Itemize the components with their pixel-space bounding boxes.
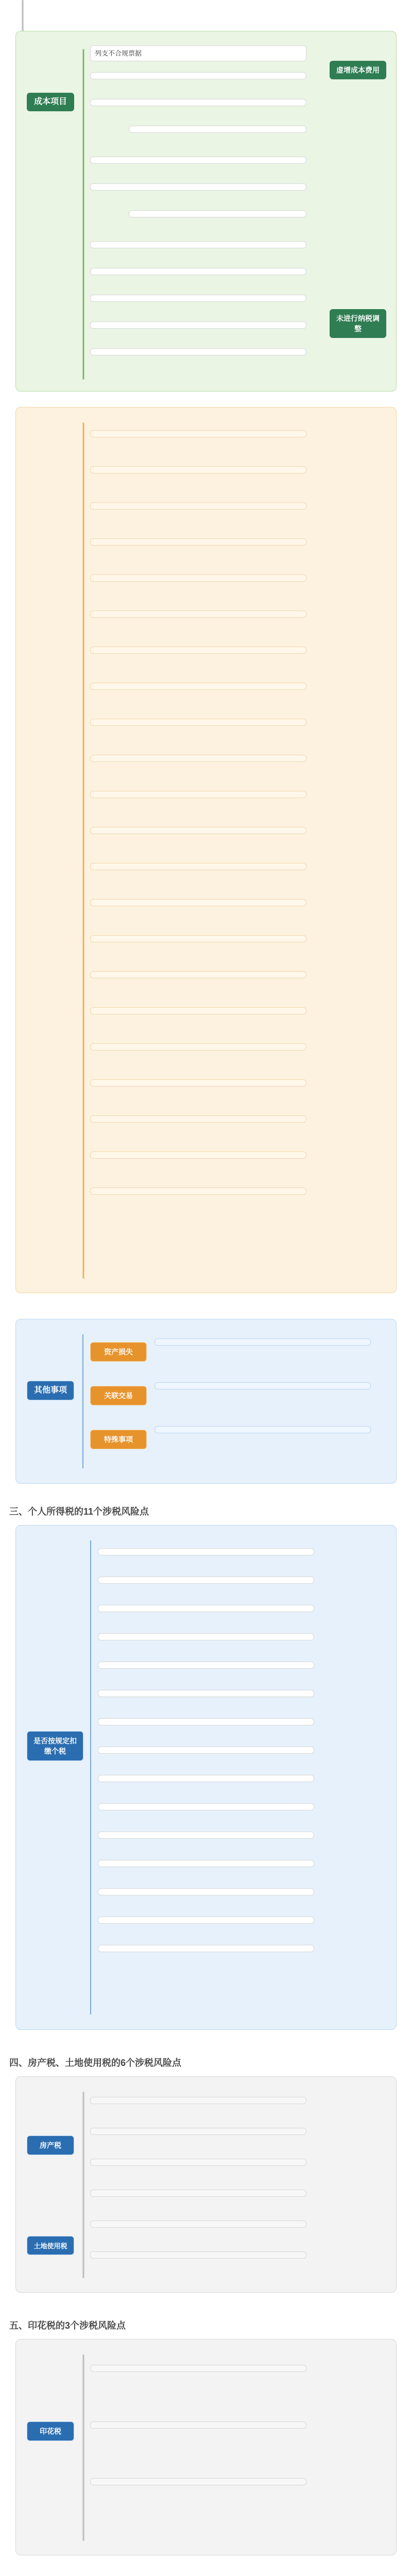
cost-item (90, 157, 306, 164)
section-4-trunk (90, 1540, 91, 2014)
cost-item (90, 241, 306, 248)
top-connector (22, 0, 24, 32)
s4-item (98, 1945, 314, 1952)
s2-item (90, 611, 306, 618)
s6-item (90, 2365, 306, 2372)
s5-label-land: 土地使用税 (27, 2236, 74, 2255)
s6-item (90, 2478, 306, 2485)
other-label-special: 特殊事项 (90, 1430, 147, 1449)
cost-badge-1: 虚增成本费用 (330, 61, 386, 79)
s5-label-property: 房产税 (27, 2136, 74, 2155)
s2-item (90, 863, 306, 870)
section-4-title: 三、个人所得税的11个涉税风险点 (9, 1506, 149, 1517)
cost-item (90, 268, 306, 275)
s4-item (98, 1605, 314, 1612)
s2-item (90, 1043, 306, 1050)
cost-item (90, 99, 306, 106)
section-4-left-label: 是否按规定扣缴个税 (27, 1731, 83, 1761)
cost-badge-2: 未进行纳税调整 (330, 309, 386, 338)
s5-item (90, 2221, 306, 2228)
s2-item (90, 1188, 306, 1195)
s4-item (98, 1577, 314, 1584)
s4-item (98, 1888, 314, 1895)
cost-item (90, 295, 306, 302)
other-label-loss: 资产损失 (90, 1342, 147, 1362)
s2-item (90, 1115, 306, 1123)
cost-item (90, 348, 306, 355)
s4-item (98, 1548, 314, 1555)
s2-item (90, 1151, 306, 1159)
s2-item (90, 791, 306, 798)
s2-item (90, 899, 306, 906)
section-6-title: 五、印花税的3个涉税风险点 (9, 2320, 126, 2331)
s4-item (98, 1718, 314, 1725)
s4-item (98, 1633, 314, 1640)
s2-item (90, 683, 306, 690)
section-5-title: 四、房产税、土地使用税的6个涉税风险点 (9, 2058, 182, 2068)
s4-item (98, 1803, 314, 1810)
s2-item (90, 719, 306, 726)
other-item (154, 1382, 371, 1389)
s4-item (98, 1860, 314, 1867)
s2-item (90, 827, 306, 834)
s2-item (90, 502, 306, 510)
cost-trunk (82, 49, 84, 380)
s2-item (90, 574, 306, 582)
s5-item (90, 2190, 306, 2197)
s4-item (98, 1747, 314, 1754)
section-other-trunk (82, 1334, 83, 1468)
section-5-panel (15, 2076, 397, 2293)
cost-item (90, 321, 306, 329)
cost-item (129, 126, 306, 133)
s2-item (90, 971, 306, 978)
cost-item (90, 72, 306, 79)
s5-item (90, 2159, 306, 2166)
s2-item (90, 755, 306, 762)
cost-item (90, 183, 306, 191)
cost-item: 列支不合规票据 (90, 45, 306, 61)
section-cost-title: 成本项目 (27, 93, 74, 111)
s2-item (90, 1007, 306, 1014)
other-label-related: 关联交易 (90, 1386, 147, 1405)
s2-item (90, 466, 306, 473)
section-2-trunk (82, 422, 84, 1279)
s4-item (98, 1832, 314, 1839)
s5-item (90, 2128, 306, 2135)
s4-item (98, 1775, 314, 1782)
s4-item (98, 1662, 314, 1669)
s2-item (90, 935, 306, 942)
s5-item (90, 2251, 306, 2259)
other-item (154, 1338, 371, 1346)
s5-item (90, 2097, 306, 2104)
s6-label: 印花税 (27, 2421, 74, 2441)
s2-item (90, 647, 306, 654)
section-other-title: 其他事项 (27, 1381, 74, 1400)
section-6-trunk (82, 2354, 84, 2541)
section-5-trunk (82, 2092, 84, 2278)
s4-item (98, 1690, 314, 1697)
s6-item (90, 2421, 306, 2429)
cost-item (129, 210, 306, 217)
s2-item (90, 1079, 306, 1087)
s2-item (90, 538, 306, 546)
other-item (154, 1426, 371, 1433)
s4-item (98, 1917, 314, 1924)
s2-item (90, 430, 306, 437)
